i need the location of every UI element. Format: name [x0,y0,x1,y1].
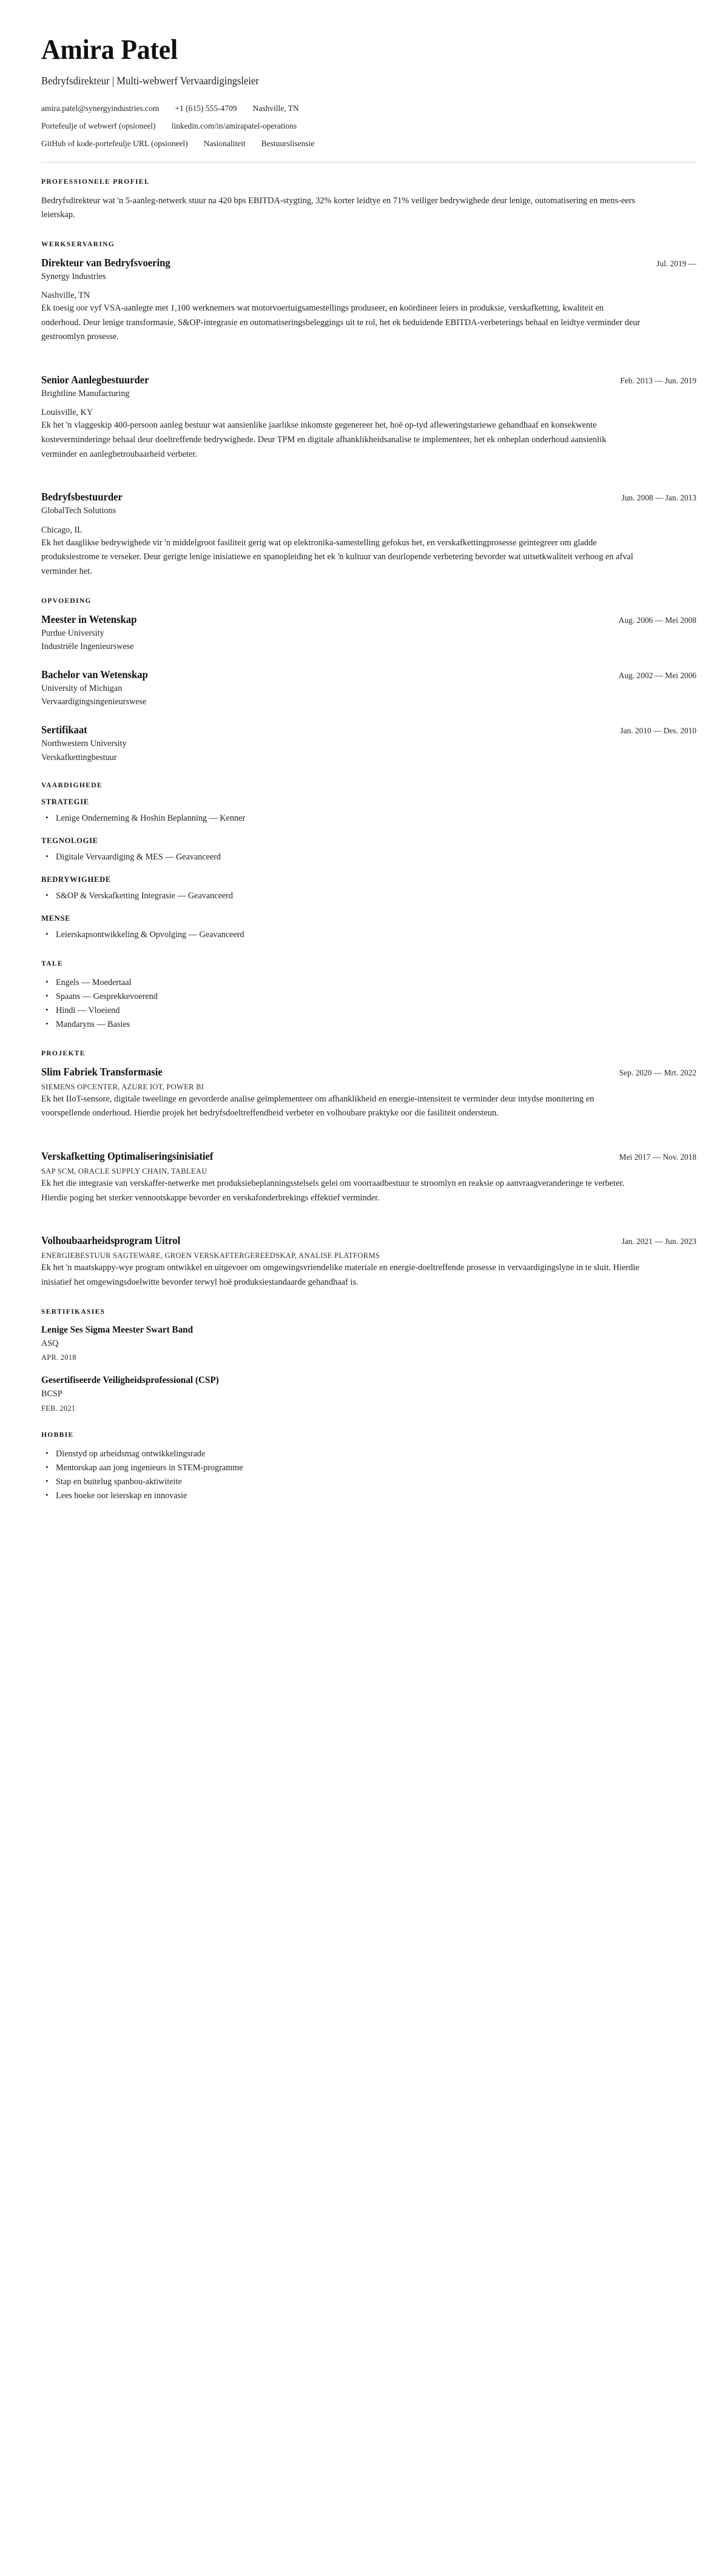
list-item: • Engels — Moedertaal [41,976,696,990]
certification-name: Lenige Ses Sigma Meester Swart Band [41,1324,194,1335]
job-title: Direkteur van Bedryfsvoering [41,256,170,269]
experience-entry [41,257,696,345]
experience-entry-header [41,257,696,269]
header-divider [41,162,696,163]
section-skills [41,782,696,942]
experience-entry [41,374,696,462]
project-description: Ek het IIoT-sensore, digitale tweelinge en gevorderde analise geïmplementeer om afhanklikheid en energie-intensiteit te verminder deur intydse monitering en voorspellende onderhoud. Hierdie projek het bedryfsdoeltreffendheid verbeter en volhoubare praktyke oor die fasiliteit ondersteun. [41,1094,595,1118]
skill-group [41,875,696,903]
skill-group [41,914,696,942]
project-tech-stack: SAP SCM, ORACLE SUPPLY CHAIN, TABLEAU [41,1166,207,1175]
job-date-range: Feb. 2013 — Jun. 2019 [620,376,696,386]
job-description: Ek het 'n vlaggeskip 400-persoon aanleg bestuur wat aansienlike jaarlikse inkomste gegenereer het, hoë op-tyd afleweringstariewe gehandhaaf en konsekwente kosteverminderinge behaal deur doeltreffende bedrywighede. Deur TPM en digitale afhanklikheidsanalise te implementeer, het ek onbeplan onderhoud aansienlik verminder en aanlegbetroubaarheid verbeter. [41,420,607,459]
education-entry [41,668,696,708]
degree-date-range: Jan. 2010 — Des. 2010 [620,726,696,736]
experience-entry-header [41,491,696,503]
field-of-study: Verskafkettingbestuur [41,752,117,762]
section-heading-education: OPVOEDING [41,597,92,605]
contact-row-extra [41,139,696,149]
certification-issuer: BCSP [41,1389,62,1399]
skill-category-label: BEDRYWIGHEDE [41,875,112,884]
degree-date-range: Aug. 2006 — Mei 2008 [618,615,696,625]
job-title: Senior Aanlegbestuurder [41,374,149,386]
list-item: • Mentorskap aan jong ingenieurs in STEM-programme [41,1461,696,1475]
experience-entry [41,491,696,579]
project-entry [41,1066,696,1121]
linkedin-link[interactable]: linkedin.com/in/amirapatel-operations [171,121,297,130]
job-company: Brightline Manufacturing [41,389,130,399]
certification-entry [41,1324,696,1363]
section-certifications [41,1308,696,1414]
job-company: Synergy Industries [41,271,106,281]
project-tech-stack: ENERGIEBESTUUR SAGTEWARE, GROEN VERSKAFTERGEREEDSKAP, ANALISE PLATFORMS [41,1251,380,1260]
section-projects [41,1050,696,1290]
project-entry-header [41,1234,696,1247]
github-label: GitHub of kode-portefeulje URL (opsioneel) [41,138,188,148]
certification-name: Gesertifiseerde Veiligheidsprofessional (CSP) [41,1375,219,1386]
project-title: Verskafketting Optimaliseringsinisiatief [41,1149,214,1162]
school-name: University of Michigan [41,683,123,693]
project-date-range: Jan. 2021 — Jun. 2023 [621,1237,696,1246]
skill-list [41,889,696,903]
profile-summary-text: Bedryfsdirekteur wat 'n 5-aanleg-netwerk stuur na 420 bps EBITDA-stygting, 32% korter leidtye en 71% veiliger bedrywighede deur lenige, outomatisering en mens-eers leierskap. [41,195,635,220]
education-entry-header [41,613,696,626]
job-description: Ek het daaglikse bedrywighede vir 'n middelgroot fasiliteit gerig wat op elektronika-samestelling gefokus het, en verskafkettingprosesse geïntegreer om gladde produksiestrome te verseker. Deur gerigte lenige inisiatiewe en spanopleiding het ek 'n kultuur van deurlopende verbetering bevorder wat uitsetkwaliteit verhoog en afval verminder het. [41,537,633,576]
field-of-study: Vervaardigingsingenieurswese [41,697,147,707]
project-description: Ek het 'n maatskappy-wye program ontwikkel en uitgevoer om omgewingsvriendelike materiale en energie-doeltreffende prosesse in vervaardigingslyne in te sluit. Hierdie inisiatief het omgewingsdoelwitte bevorder terwyl hoë produksiestandaarde gehandhaaf is. [41,1263,639,1287]
certification-entry [41,1374,696,1413]
degree-title: Bachelor van Wetenskap [41,668,148,681]
job-title: Bedryfsbestuurder [41,491,123,503]
contact-row-portfolio [41,121,696,131]
certification-date: FEB. 2021 [41,1404,76,1413]
field-of-study: Industriële Ingenieurswese [41,641,134,651]
section-heading-projects: PROJEKTE [41,1049,86,1057]
skill-group [41,836,696,864]
list-item: • Lees boeke oor leierskap en innovasie [41,1489,696,1503]
project-entry-header [41,1150,696,1163]
certification-issuer: ASQ [41,1338,59,1348]
language-list [41,976,696,1032]
education-entry [41,724,696,763]
project-entry [41,1234,696,1290]
page-title: Amira Patel [41,34,178,66]
section-heading-skills: VAARDIGHEDE [41,781,103,789]
section-heading-certifications: SERTIFIKASIES [41,1308,106,1316]
phone-text[interactable]: +1 (615) 555-4709 [175,103,237,113]
section-heading-profile: PROFESSIONELE PROFIEL [41,178,150,186]
section-education [41,597,696,764]
location-text: Nashville, TN [252,103,299,113]
degree-title: Meester in Wetenskap [41,613,137,625]
skill-list [41,812,696,826]
hobby-list [41,1447,696,1503]
project-title: Slim Fabriek Transformasie [41,1065,163,1078]
list-item: • Mandaryns — Basies [41,1018,696,1032]
list-item: • Digitale Vervaardiging & MES — Geavanceerd [41,850,696,864]
section-languages [41,960,696,1032]
job-location: Nashville, TN [41,291,90,301]
portfolio-label: Portefeulje of webwerf (opsioneel) [41,121,156,130]
degree-title: Sertifikaat [41,724,87,736]
certification-date: APR. 2018 [41,1353,76,1362]
driving-licence-label: Bestuurslisensie [261,138,315,148]
project-date-range: Mei 2017 — Nov. 2018 [619,1152,696,1162]
skill-group [41,798,696,826]
section-experience [41,241,696,579]
nationality-label: Nasionaliteit [203,138,246,148]
list-item: • Stap en buitelug spanbou-aktiwiteite [41,1475,696,1489]
section-profile [41,178,696,223]
skill-category-label: TEGNOLOGIE [41,836,98,845]
section-heading-languages: TALE [41,960,63,967]
job-description: Ek toesig oor vyf VSA-aanlegte met 1,100 werknemers wat motorvoertuigsamestellings produseer, en koördineer leiers in produksie, verskafketting, kwaliteit en onderhoud. Deur lenige transformasie, S&OP-integrasie en outomatiseringsbeleggings uit te rol, het ek beduidende EBITDA-verbeterings behaal en leidtye verminder deur gestroomlyn prosesse. [41,303,641,342]
list-item: • Lenige Onderneming & Hoshin Beplanning — Kenner [41,812,696,826]
job-date-range: Jun. 2008 — Jan. 2013 [621,493,696,503]
school-name: Purdue University [41,628,104,638]
project-tech-stack: SIEMENS OPCENTER, AZURE IOT, POWER BI [41,1082,204,1091]
list-item: • Leierskapsontwikkeling & Opvolging — Geavanceerd [41,928,696,942]
job-date-range: Jul. 2019 — [656,258,696,268]
education-entry-header [41,668,696,681]
project-entry [41,1150,696,1205]
job-company: GlobalTech Solutions [41,506,116,516]
list-item: • S&OP & Verskafketting Integrasie — Geavanceerd [41,889,696,903]
project-entry-header [41,1066,696,1078]
skill-category-label: STRATEGIE [41,797,89,806]
experience-entry-header [41,374,696,386]
skill-category-label: MENSE [41,913,71,923]
professional-headline: Bedryfsdirekteur | Multi-webwerf Vervaardigingsleier [41,74,259,87]
email-text[interactable]: amira.patel@synergyindustries.com [41,103,160,113]
degree-date-range: Aug. 2002 — Mei 2006 [618,670,696,680]
list-item: • Hindi — Vloeiend [41,1004,696,1018]
project-title: Volhoubaarheidsprogram Uitrol [41,1234,181,1247]
resume-header [41,35,696,149]
school-name: Northwestern University [41,739,127,749]
section-heading-experience: WERKSERVARING [41,240,115,248]
skill-list [41,850,696,864]
job-location: Louisville, KY [41,408,93,418]
skill-list [41,928,696,942]
list-item: • Spaans — Gesprekkevoerend [41,990,696,1004]
contact-row-primary [41,104,696,113]
list-item: • Dienstyd op arbeidsmag ontwikkelingsrade [41,1447,696,1461]
job-location: Chicago, IL [41,525,83,535]
education-entry-header [41,724,696,736]
section-hobbies [41,1431,696,1503]
section-heading-hobbies: HOBBIE [41,1431,74,1439]
project-date-range: Sep. 2020 — Mrt. 2022 [619,1068,696,1077]
education-entry [41,613,696,653]
project-description: Ek het die integrasie van verskaffer-netwerke met produksiebeplanningsstelsels gelei om voorraadbestuur te stroomlyn en reaksie op aanvraagveranderinge te verbeter. Hierdie poging het sterker vennootskappe bevorder en verskafonderbrekings effektief verminder. [41,1178,625,1203]
